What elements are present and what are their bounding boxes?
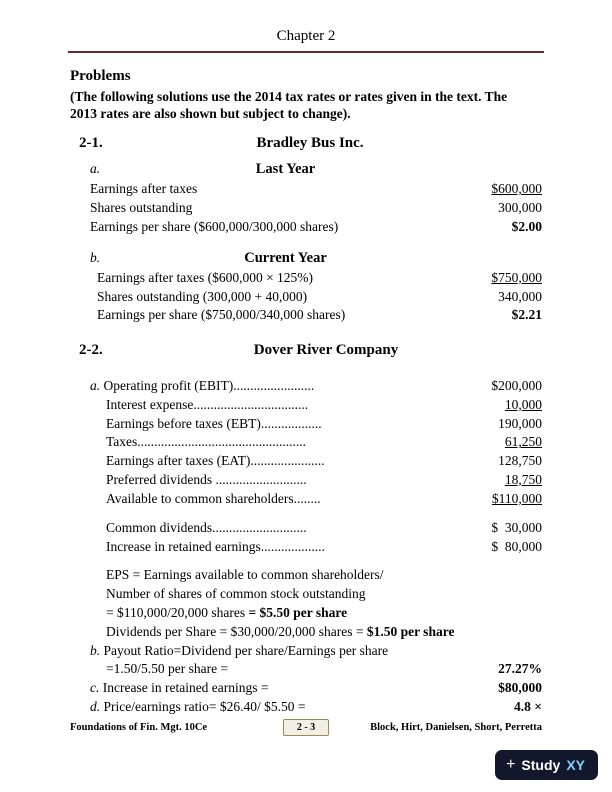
line-value: $750,000 [491, 269, 542, 285]
problems-intro [70, 88, 542, 123]
line-value: $2.21 [511, 307, 542, 323]
part-d-letter: d. [90, 699, 101, 715]
line-item [70, 679, 542, 697]
part-b-letter: b. [90, 249, 101, 265]
line-label: Increase in retained earnings................... [106, 538, 325, 554]
line-label: Common dividends............................ [106, 519, 307, 535]
line-text: Payout Ratio=Dividend per share/Earnings per share [103, 642, 389, 658]
line-label: Earnings per share ($600,000/300,000 shares) [90, 218, 339, 234]
line-value: $200,000 [491, 378, 542, 394]
problem-2-1-part-b-heading [70, 249, 542, 268]
line-item [70, 218, 542, 236]
line-label: Earnings after taxes (EAT)...................... [106, 453, 325, 469]
problems-heading: Problems [70, 68, 131, 84]
line-text: Increase in retained earnings = [102, 680, 269, 696]
line-item [70, 490, 542, 508]
problem-2-1-heading [70, 134, 542, 154]
eps-formula-line-2: Number of shares of common stock outstanding [106, 586, 366, 602]
part-a-title: Last Year [255, 161, 316, 178]
line-text: Price/earnings ratio= $26.40/ $5.50 = [103, 699, 306, 715]
line-item [70, 471, 542, 489]
line-item [70, 698, 542, 716]
line-item [70, 396, 542, 414]
line-item [70, 288, 542, 306]
page-footer [0, 719, 612, 736]
line-label: Shares outstanding (300,000 + 40,000) [97, 288, 308, 304]
part-a-letter: a. [90, 378, 101, 394]
eps-formula-line-1: EPS = Earnings available to common shareholders/ [106, 567, 384, 583]
line-value: 10,000 [504, 396, 542, 412]
line-label: Earnings after taxes ($600,000 × 125%) [97, 269, 314, 285]
line-value: $600,000 [491, 181, 542, 197]
chapter-title: Chapter 2 [276, 28, 336, 44]
eps-calc: = $110,000/20,000 shares [106, 604, 246, 620]
footer-page-number: 2 - 3 [283, 719, 329, 736]
footer-book-title: Foundations of Fin. Mgt. 10Ce [70, 722, 208, 733]
part-b-title: Current Year [244, 249, 327, 266]
part-c-letter: c. [90, 680, 100, 696]
problem-2-2-heading [70, 341, 542, 361]
line-value: 18,750 [504, 472, 542, 488]
line-item [70, 377, 542, 395]
studyxy-watermark [495, 750, 598, 780]
dps-value: $1.50 per share [366, 623, 455, 639]
line-item [70, 415, 542, 433]
line-value: 128,750 [498, 453, 542, 469]
line-label [70, 679, 452, 697]
line-value: 340,000 [498, 288, 542, 304]
line-value: 190,000 [498, 415, 542, 431]
line-item [70, 180, 542, 198]
line-text: Operating profit (EBIT)........................ [103, 378, 315, 394]
watermark-study-text: Study [521, 757, 561, 773]
line-item [70, 642, 542, 660]
line-value: 4.8 × [514, 699, 542, 715]
line-value: $ 80,000 [491, 538, 542, 554]
problems-intro-line1: (The following solutions use the 2014 tax rates or rates given in the text. The [70, 88, 508, 104]
problem-2-2-number: 2-2. [79, 342, 103, 359]
line-label [70, 698, 452, 716]
dps-calc: Dividends per Share = $30,000/20,000 shares = [106, 623, 364, 639]
line-item [70, 433, 542, 451]
line-value: $110,000 [491, 490, 542, 506]
line-value: $80,000 [498, 680, 542, 696]
problem-2-2-title: Dover River Company [253, 342, 399, 359]
line-value: 61,250 [504, 434, 542, 450]
line-item [70, 538, 542, 556]
dps-result-line [70, 623, 542, 641]
line-item [70, 199, 542, 217]
line-label: Earnings per share ($750,000/340,000 shares) [97, 307, 346, 323]
problem-2-1-part-a-heading [70, 160, 542, 179]
page-content [0, 53, 612, 716]
line-item [70, 519, 542, 537]
line-label: Earnings before taxes (EBT).................. [106, 415, 322, 431]
watermark-xy-text: XY [566, 757, 585, 773]
line-label: Shares outstanding [90, 200, 193, 216]
line-label: =1.50/5.50 per share = [106, 661, 229, 677]
line-value: 300,000 [498, 200, 542, 216]
line-item [70, 452, 542, 470]
line-label [70, 642, 452, 660]
line-item [70, 306, 542, 324]
line-label: Earnings after taxes [90, 181, 198, 197]
plus-icon: + [506, 756, 516, 773]
line-label [70, 377, 452, 395]
line-label: Interest expense.................................. [106, 396, 309, 412]
problems-intro-line2: 2013 rates are also shown but subject to change). [70, 106, 351, 122]
footer-authors: Block, Hirt, Danielsen, Short, Perretta [370, 722, 542, 733]
problem-2-2-part-a [70, 377, 542, 716]
line-value: 27.27% [498, 661, 542, 677]
part-b-letter: b. [90, 642, 101, 658]
line-item [70, 269, 542, 287]
eps-value: = $5.50 per share [248, 604, 348, 620]
problem-2-1-number: 2-1. [79, 135, 103, 152]
problem-2-1-title: Bradley Bus Inc. [256, 135, 364, 152]
eps-result-line [70, 604, 542, 622]
part-a-letter: a. [90, 161, 101, 177]
line-value: $ 30,000 [491, 519, 542, 535]
line-label: Preferred dividends ........................... [106, 472, 307, 488]
line-label: Available to common shareholders........ [106, 490, 321, 506]
line-value: $2.00 [511, 218, 542, 234]
line-label: Taxes.................................................. [106, 434, 307, 450]
line-item [70, 660, 542, 678]
page-header [0, 0, 612, 53]
